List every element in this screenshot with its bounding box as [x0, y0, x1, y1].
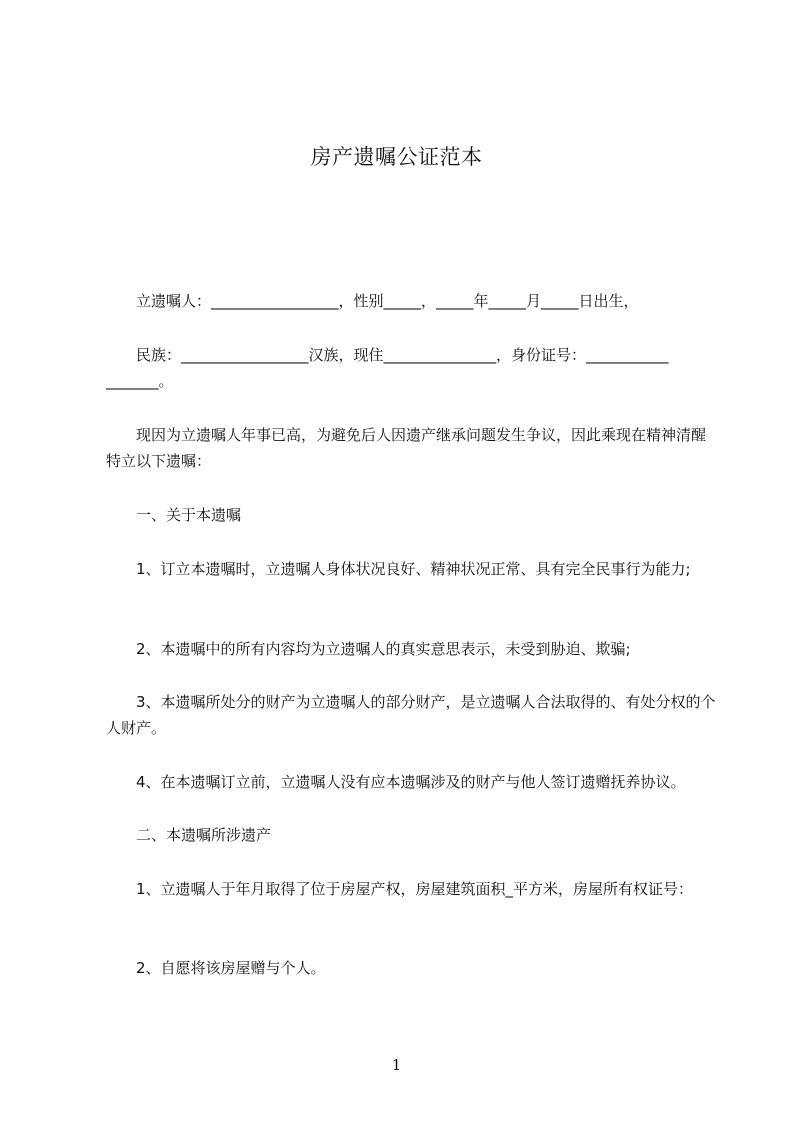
clause-2-1: 1、立遗嘱人于年月取得了位于房屋产权，房屋建筑面积_平方米，房屋所有权证号： [136, 880, 694, 898]
clause-1-2: 2、本遗嘱中的所有内容均为立遗嘱人的真实意思表示，未受到胁迫、欺骗; [136, 640, 631, 658]
clause-1-3: 3、本遗嘱所处分的财产为立遗嘱人的部分财产，是立遗嘱人合法取得的、有处分权的个人财产。 [106, 693, 716, 737]
testator-info-line: 立遗嘱人：_________________，性别_____，_____年_____月_____日出生， [136, 292, 639, 310]
clause-1-4: 4、在本遗嘱订立前，立遗嘱人没有应本遗嘱涉及的财产与他人签订遗赠抚养协议。 [136, 773, 686, 791]
purpose-paragraph: 现因为立遗嘱人年事已高，为避免后人因遗产继承问题发生争议，因此乘现在精神清醒特立以下遗嘱： [106, 426, 707, 470]
document-title: 房产遗嘱公证范本 [310, 145, 483, 169]
clause-2-2: 2、自愿将该房屋赠与个人。 [136, 959, 326, 977]
page-number: 1 [391, 1056, 402, 1074]
ethnicity-address-id-line: 民族：_________________汉族，现住_______________，身份证号：___________ _______。 [106, 346, 669, 390]
section-heading-about-will: 一、关于本遗嘱 [136, 506, 242, 524]
clause-1-1: 1、订立本遗嘱时，立遗嘱人身体状况良好、精神状况正常、具有完全民事行为能力; [136, 560, 691, 578]
section-heading-estate: 二、本遗嘱所涉遗产 [136, 826, 272, 844]
